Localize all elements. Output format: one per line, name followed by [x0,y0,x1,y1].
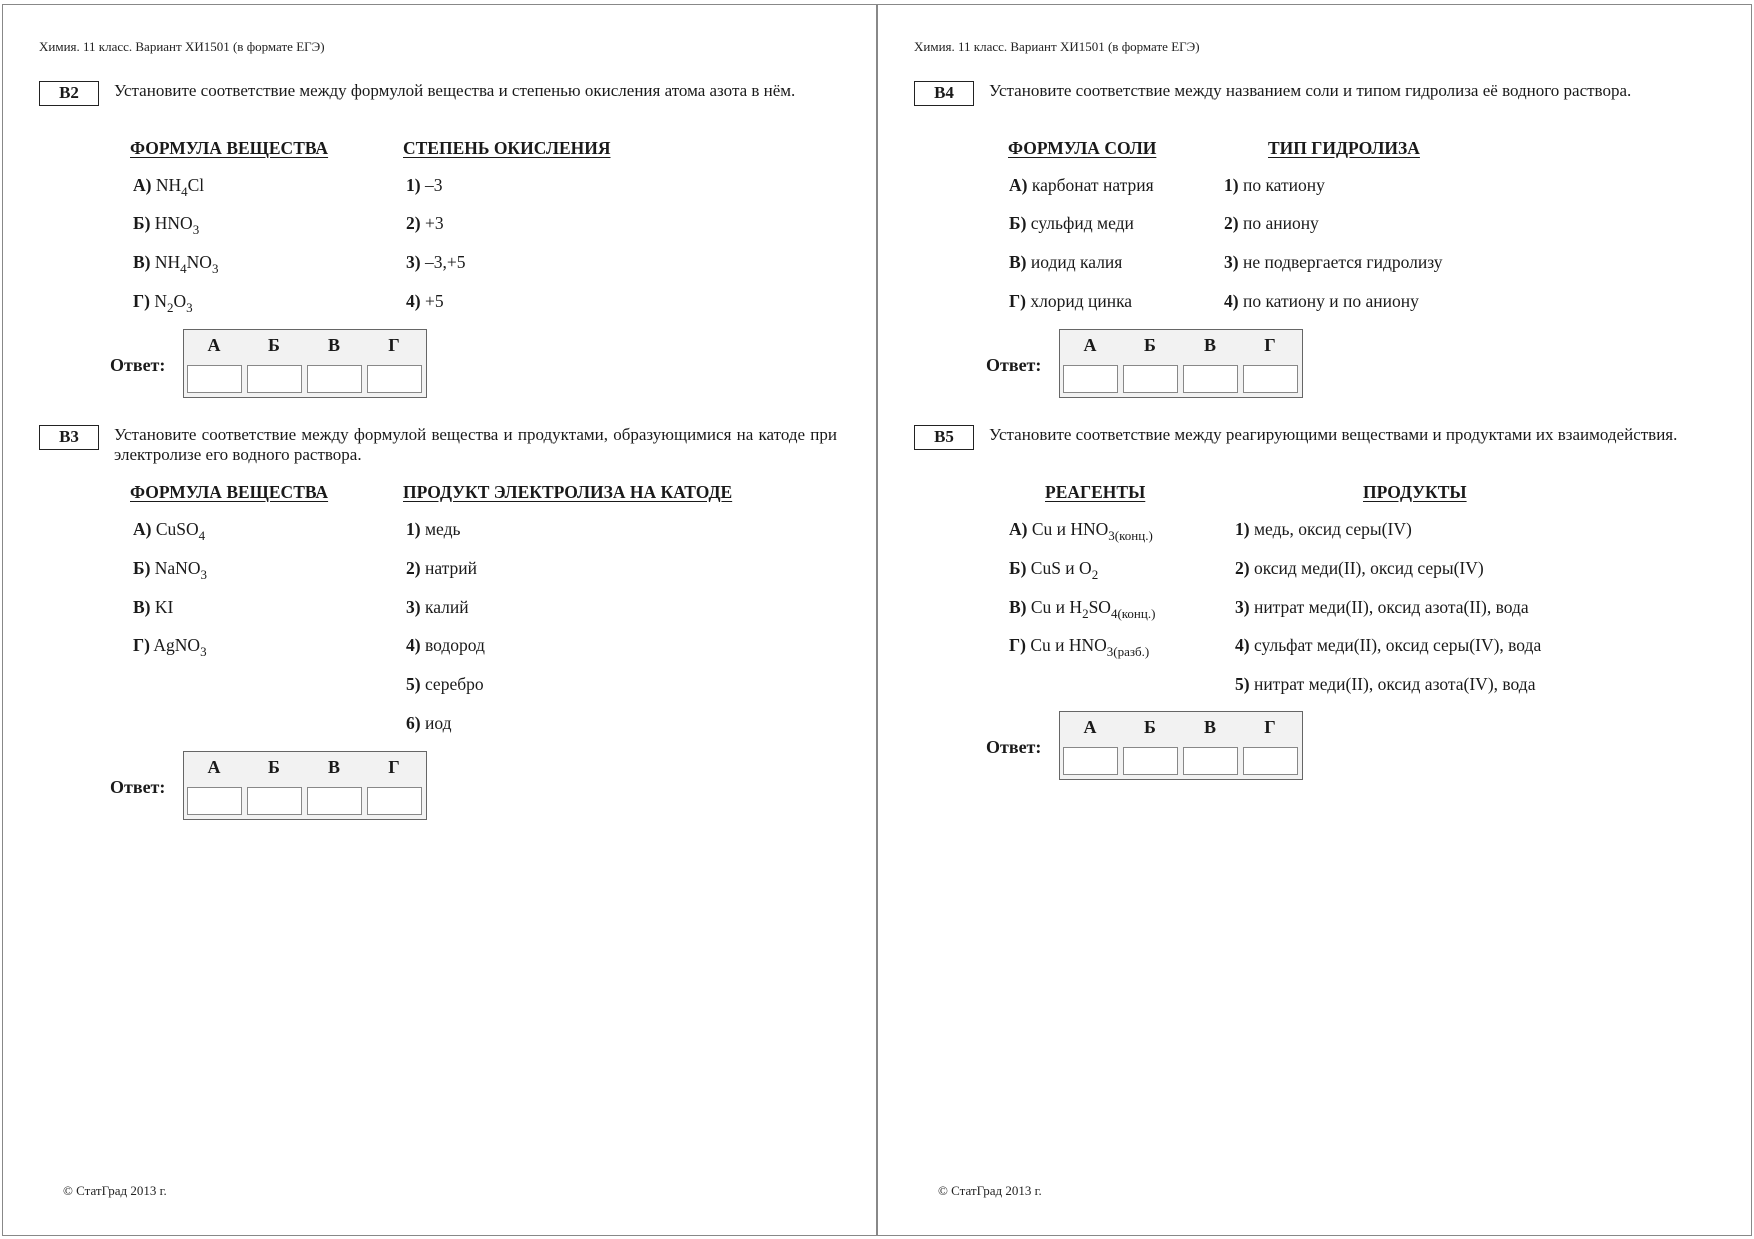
option-key: А) [1009,175,1028,195]
option-key: 2) [406,558,421,578]
formula-part: CuSO [155,519,199,539]
option-text: +3 [424,213,444,233]
option-key: В) [133,597,151,617]
option-key: 4) [406,635,421,655]
option-key: 2) [1224,213,1239,233]
page-header: Химия. 11 класс. Вариант ХИ1501 (в формате ЕГЭ) [39,39,325,54]
option-key: 3) [1224,252,1239,272]
task-label: В2 [39,81,99,106]
option-key: В) [133,252,151,272]
left-column-header: РЕАГЕНТЫ [1045,482,1146,502]
option-left [133,252,219,276]
answer-cell-g[interactable] [1243,747,1298,775]
answer-cell-b[interactable] [247,365,302,393]
option-key: 2) [406,213,421,233]
option-key: 1) [1224,175,1239,195]
option-text: +5 [424,291,444,311]
answer-cell-v[interactable] [1183,747,1238,775]
formula-sub: 3 [200,644,207,659]
option-text: –3 [424,175,443,195]
option-key: 3) [1235,597,1250,617]
option-right [406,213,444,234]
answer-table [183,329,427,398]
answer-label: Ответ: [986,737,1042,757]
formula-sub: 3 [186,300,193,315]
answer-column-header: В [1203,717,1216,737]
option-text: нитрат меди(II), оксид азота(IV), вода [1253,674,1536,694]
option-left [1009,519,1153,543]
option-key: Г) [1009,291,1026,311]
option-key: Б) [133,558,151,578]
option-key: 5) [406,674,421,694]
task-text: Установите соответствие между реагирующими веществами и продуктами их взаимодействия. [989,425,1678,444]
option-right [406,674,484,695]
formula-part: SO [1088,597,1111,617]
formula-part: NH [154,252,181,272]
answer-cell-b[interactable] [247,787,302,815]
answer-column-header: В [327,335,340,355]
option-key: А) [1009,519,1028,539]
task-label: В4 [914,81,974,106]
answer-cell-g[interactable] [367,365,422,393]
option-right [1224,291,1419,312]
option-left [1009,635,1150,659]
page-header: Химия. 11 класс. Вариант ХИ1501 (в формате ЕГЭ) [914,39,1200,54]
answer-column-header: Г [388,335,400,355]
option-left [1009,213,1134,234]
option-left [1009,291,1132,312]
option-left [133,291,193,315]
answer-column-header: В [1203,335,1216,355]
option-text: медь [424,519,461,539]
option-key: Б) [133,213,151,233]
option-right [1235,674,1535,695]
option-text: серебро [424,674,484,694]
formula-sub: 2 [1082,606,1089,621]
right-column-header: СТЕПЕНЬ ОКИСЛЕНИЯ [403,138,611,158]
option-key: Г) [133,291,150,311]
option-text: –3,+5 [424,252,466,272]
option-text: карбонат натрия [1031,175,1154,195]
formula-part: KI [154,597,174,617]
option-text: натрий [424,558,477,578]
option-left [133,597,173,618]
option-key: В) [1009,597,1027,617]
formula-sub: 3(разб.) [1106,644,1150,659]
task-text: Установите соответствие между формулой вещества и степенью окисления атома азота в нём. [114,81,796,100]
option-text: по аниону [1242,213,1319,233]
option-left [1009,597,1156,621]
answer-column-header: А [1083,335,1097,355]
answer-label: Ответ: [110,355,166,375]
option-text: иодид калия [1030,252,1123,272]
option-text: нитрат меди(II), оксид азота(II), вода [1253,597,1529,617]
option-text: оксид меди(II), оксид серы(IV) [1253,558,1484,578]
option-key: А) [133,519,152,539]
formula-part: Cu и HNO [1031,519,1109,539]
option-text: не подвергается гидролизу [1242,252,1443,272]
option-right [406,597,469,618]
formula-part: NaNO [154,558,201,578]
option-key: 1) [406,175,421,195]
answer-column-header: А [1083,717,1097,737]
answer-label: Ответ: [986,355,1042,375]
option-left [1009,558,1099,582]
answer-cell-v[interactable] [307,787,362,815]
option-left [133,519,206,543]
formula-part: N [154,291,167,311]
option-left [1009,252,1122,273]
option-key: Г) [133,635,150,655]
option-key: 5) [1235,674,1250,694]
answer-table [183,751,427,820]
formula-part: Cu и H [1030,597,1083,617]
option-text: по катиону и по аниону [1242,291,1419,311]
option-text: калий [424,597,469,617]
option-right [1235,558,1484,579]
formula-sub: 3(конц.) [1108,528,1153,543]
left-column-header: ФОРМУЛА ВЕЩЕСТВА [130,482,329,502]
page-left [2,4,877,1236]
formula-sub: 3 [192,222,200,237]
answer-column-header: Б [268,757,280,777]
option-right [1224,213,1319,234]
task-text: Установите соответствие между формулой вещества и продуктами, образующимися на катоде при электролизе его водного раствора. [114,425,837,464]
option-text: сульфат меди(II), оксид серы(IV), вода [1253,635,1542,655]
option-left [133,635,207,659]
formula-sub: 4 [180,261,187,276]
answer-cell-g[interactable] [1243,365,1298,393]
formula-sub: 3 [200,567,207,582]
answer-table [1059,329,1303,398]
answer-column-header: А [207,335,221,355]
option-key: 4) [1235,635,1250,655]
option-left [133,558,207,582]
answer-table [1059,711,1303,780]
option-key: 1) [1235,519,1250,539]
option-key: В) [1009,252,1027,272]
formula-sub: 4 [198,528,206,543]
formula-part: O [173,291,187,311]
page-footer: © СтатГрад 2013 г. [938,1183,1042,1198]
answer-cell-b[interactable] [1123,747,1178,775]
page-footer: © СтатГрад 2013 г. [63,1183,167,1198]
option-text: водород [424,635,485,655]
task-label: В5 [914,425,974,450]
option-key: Б) [1009,213,1027,233]
page-right [877,4,1752,1236]
answer-cell-v[interactable] [307,365,362,393]
option-right [406,291,444,312]
option-right [406,252,465,273]
answer-column-header: Б [1144,717,1156,737]
option-key: 6) [406,713,421,733]
option-right [406,175,442,196]
answer-label: Ответ: [110,777,166,797]
formula-part: Cu и HNO [1030,635,1107,655]
formula-part: Cl [187,175,205,195]
option-right [1235,597,1529,618]
option-key: Г) [1009,635,1026,655]
answer-cell-v[interactable] [1183,365,1238,393]
answer-cell-a[interactable] [1063,365,1118,393]
formula-sub: 3 [211,261,219,276]
option-text: по катиону [1242,175,1325,195]
option-text: хлорид цинка [1030,291,1133,311]
formula-part: CuS и O [1030,558,1092,578]
option-left [133,175,205,199]
answer-column-header: Г [388,757,400,777]
right-column-header: ПРОДУКТ ЭЛЕКТРОЛИЗА НА КАТОДЕ [403,482,733,502]
option-right [1235,519,1412,540]
option-left [1009,175,1154,196]
answer-cell-a[interactable] [1063,747,1118,775]
right-column-header: ПРОДУКТЫ [1363,482,1467,502]
option-right [406,558,477,579]
answer-cell-a[interactable] [187,787,242,815]
option-right [406,635,485,656]
formula-sub: 2 [166,300,174,315]
formula-part: NH [155,175,182,195]
formula-sub: 4 [181,184,188,199]
option-key: Б) [1009,558,1027,578]
left-column-header: ФОРМУЛА ВЕЩЕСТВА [130,138,329,158]
answer-column-header: Б [268,335,280,355]
task-label: В3 [39,425,99,450]
formula-part: HNO [154,213,193,233]
option-right [1235,635,1541,656]
answer-column-header: А [207,757,221,777]
option-key: 4) [1224,291,1239,311]
option-key: 2) [1235,558,1250,578]
option-right [1224,175,1325,196]
answer-cell-g[interactable] [367,787,422,815]
option-right [406,519,460,540]
formula-sub: 2 [1091,567,1099,582]
option-text: медь, оксид серы(IV) [1253,519,1412,539]
option-text: иод [424,713,452,733]
answer-column-header: В [327,757,340,777]
option-key: А) [133,175,152,195]
answer-column-header: Б [1144,335,1156,355]
formula-part: NO [186,252,212,272]
option-right [406,713,451,734]
option-key: 1) [406,519,421,539]
option-right [1224,252,1443,273]
formula-part: AgNO [153,635,201,655]
right-column-header: ТИП ГИДРОЛИЗА [1268,138,1420,158]
task-text: Установите соответствие между названием соли и типом гидролиза её водного раствора. [989,81,1632,100]
option-left [133,213,200,237]
option-text: сульфид меди [1030,213,1134,233]
formula-sub: 4(конц.) [1110,606,1156,621]
left-column-header: ФОРМУЛА СОЛИ [1008,138,1157,158]
option-key: 3) [406,597,421,617]
answer-column-header: Г [1264,335,1276,355]
answer-cell-b[interactable] [1123,365,1178,393]
option-key: 3) [406,252,421,272]
answer-cell-a[interactable] [187,365,242,393]
answer-column-header: Г [1264,717,1276,737]
option-key: 4) [406,291,421,311]
